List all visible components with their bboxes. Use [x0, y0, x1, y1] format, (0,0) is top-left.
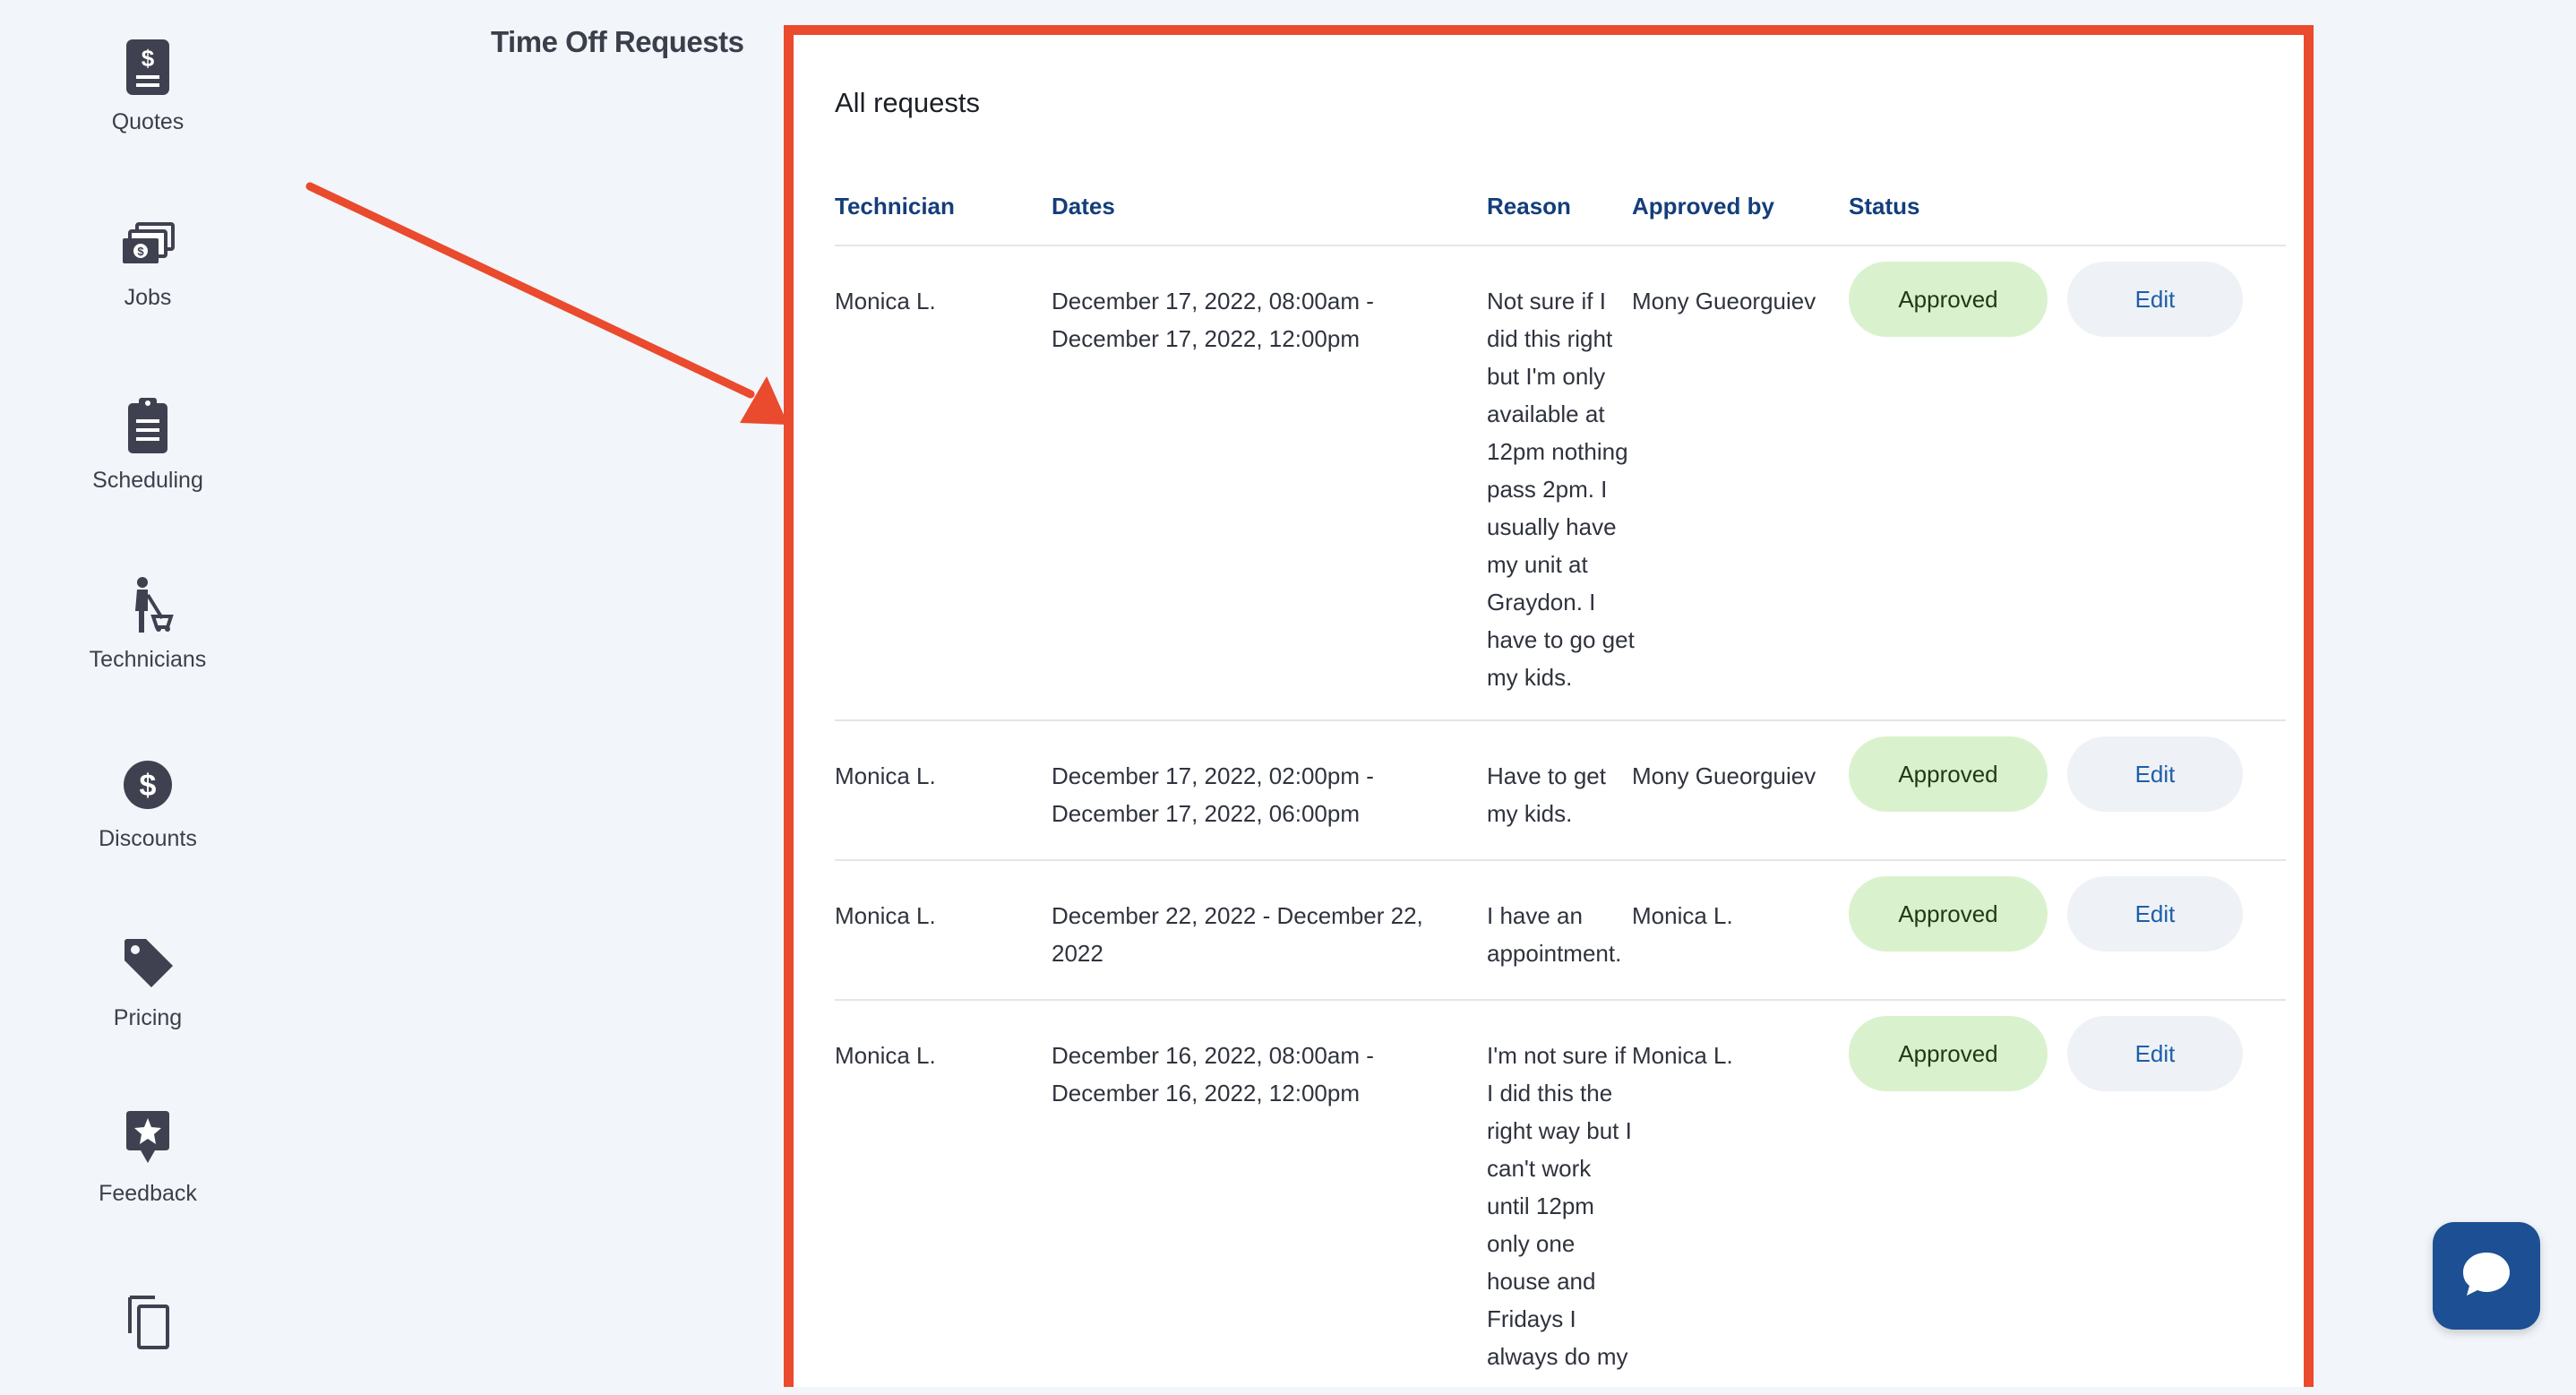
sidebar-item-copy[interactable]: [0, 1292, 296, 1364]
sidebar: [0, 0, 296, 1362]
svg-text:$: $: [141, 45, 155, 72]
table-header: [835, 184, 2286, 246]
sidebar-item-label: Discounts: [99, 826, 197, 851]
table-row: [835, 721, 2286, 861]
sidebar-item-label: Quotes: [111, 109, 185, 134]
technician-cell: Monica L.: [835, 762, 936, 789]
technician-cell: Monica L.: [835, 288, 936, 314]
sidebar-item-scheduling[interactable]: [0, 396, 296, 494]
approved-by-cell: Mony Gueorguiev: [1632, 288, 1816, 314]
table-row: [835, 1001, 2286, 1395]
dates-cell: December 17, 2022, 02:00pm - December 17, 2022, 06:00pm: [1052, 762, 1374, 827]
requests-card: [784, 25, 2314, 1387]
svg-text:$: $: [139, 769, 157, 803]
sidebar-item-label: Pricing: [113, 1005, 183, 1030]
edit-button[interactable]: Edit: [2067, 1016, 2243, 1091]
sidebar-item-pricing[interactable]: [0, 934, 296, 1031]
status-badge: Approved: [1849, 262, 2048, 337]
chat-button[interactable]: [2433, 1222, 2540, 1330]
edit-button[interactable]: Edit: [2067, 736, 2243, 812]
status-badge: Approved: [1849, 1016, 2048, 1091]
sidebar-item-label: Technicians: [89, 647, 207, 672]
technician-cell: Monica L.: [835, 902, 936, 929]
card-title: All requests: [835, 87, 980, 118]
sidebar-item-jobs[interactable]: [0, 213, 296, 311]
dollar-circle-icon: [121, 754, 175, 814]
table-row: [835, 246, 2286, 721]
approved-by-cell: Monica L.: [1632, 1042, 1733, 1069]
dates-cell: December 16, 2022, 08:00am - December 16, 2022, 12:00pm: [1052, 1042, 1374, 1107]
cash-stack-icon: [121, 213, 175, 272]
column-header-reason[interactable]: Reason: [1487, 193, 1571, 220]
column-header-approved-by[interactable]: Approved by: [1632, 193, 1774, 220]
star-badge-icon: [121, 1109, 175, 1168]
approved-by-cell: Monica L.: [1632, 902, 1733, 929]
status-badge: Approved: [1849, 876, 2048, 952]
sidebar-item-label: Scheduling: [92, 468, 203, 493]
reason-cell: Not sure if I did this right but I'm only available at 12pm nothing pass 2pm. I usually have my unit at Graydon. I have to go get my kids.: [1487, 288, 1635, 691]
edit-button[interactable]: Edit: [2067, 876, 2243, 952]
reason-cell: I have an appointment.: [1487, 902, 1622, 967]
approved-by-cell: Mony Gueorguiev: [1632, 762, 1816, 789]
dates-cell: December 22, 2022 - December 22, 2022: [1052, 902, 1423, 967]
sidebar-item-feedback[interactable]: [0, 1109, 296, 1207]
quote-document-icon: [121, 38, 175, 97]
column-header-dates[interactable]: Dates: [1052, 193, 1115, 220]
status-badge: Approved: [1849, 736, 2048, 812]
technician-cell: Monica L.: [835, 1042, 936, 1069]
copy-icon: [121, 1292, 175, 1351]
person-mowing-icon: [121, 575, 175, 634]
sidebar-item-label: Feedback: [99, 1181, 197, 1206]
svg-text:$: $: [137, 245, 144, 258]
chat-bubble-icon: [2458, 1245, 2515, 1307]
price-tag-icon: [121, 934, 175, 993]
reason-cell: Have to get my kids.: [1487, 762, 1606, 827]
clipboard-icon: [121, 396, 175, 455]
sidebar-item-technicians[interactable]: [0, 575, 296, 673]
reason-cell: I'm not sure if I did this the right way but I can't work until 12pm only one house and Fridays I always do my: [1487, 1042, 1632, 1370]
dates-cell: December 17, 2022, 08:00am - December 17, 2022, 12:00pm: [1052, 288, 1374, 352]
sidebar-item-label: Jobs: [124, 285, 172, 310]
table-row: [835, 861, 2286, 1001]
column-header-technician[interactable]: Technician: [835, 193, 955, 220]
edit-button[interactable]: Edit: [2067, 262, 2243, 337]
sidebar-item-quotes[interactable]: [0, 38, 296, 135]
column-header-status[interactable]: Status: [1849, 193, 1920, 220]
page-title: Time Off Requests: [491, 25, 744, 58]
sidebar-item-discounts[interactable]: [0, 754, 296, 852]
